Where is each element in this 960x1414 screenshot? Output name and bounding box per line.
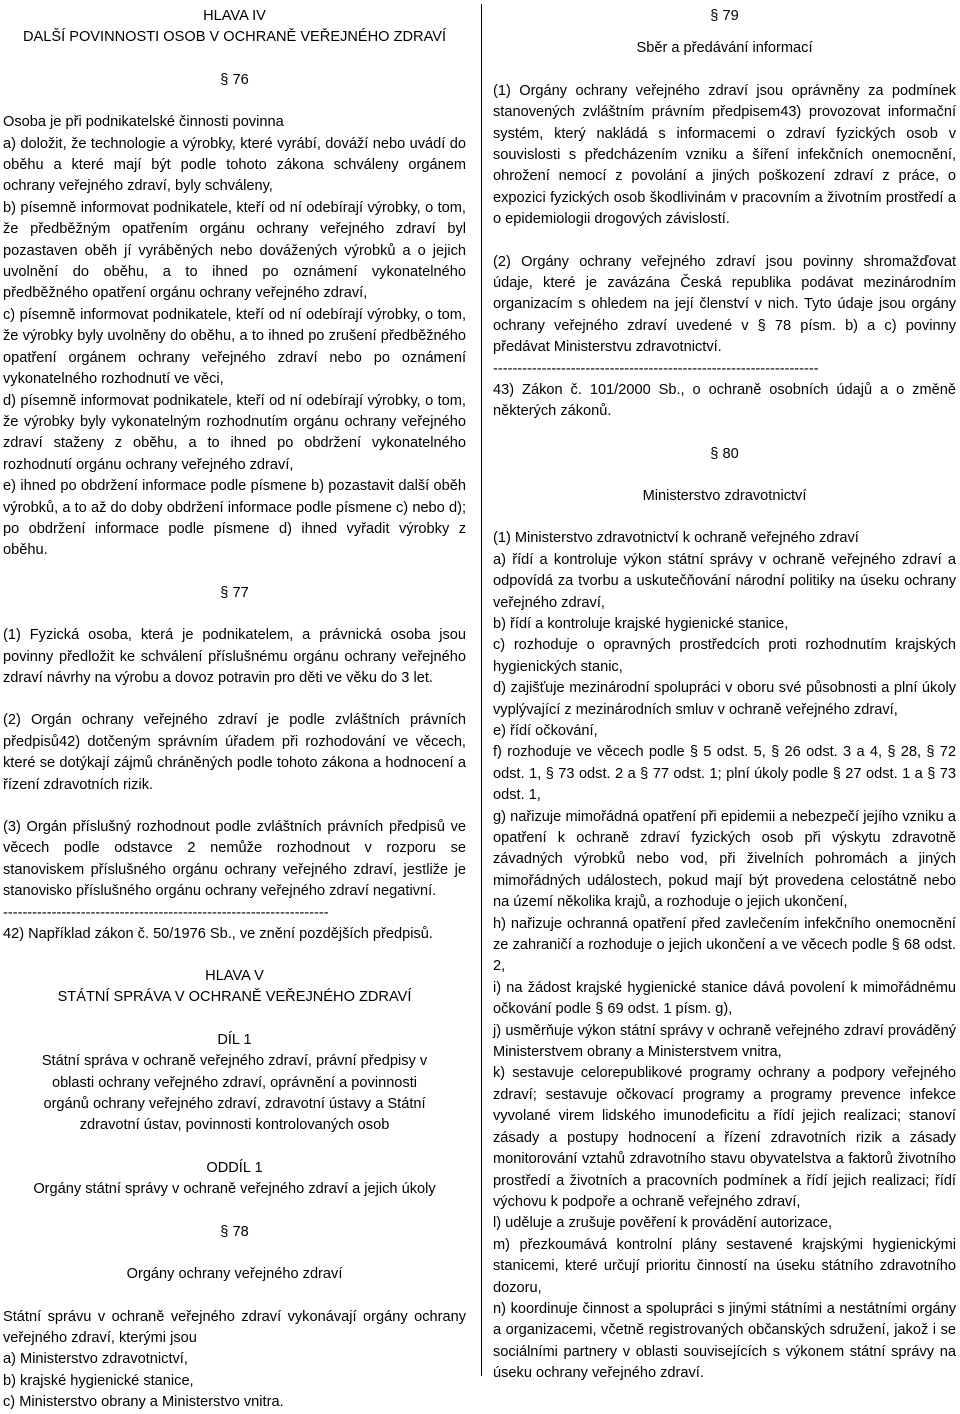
chapter-5-title: HLAVA V [205, 968, 264, 985]
section-80-item-b: b) řídí a kontroluje krajské hygienické stanice, [493, 615, 789, 632]
chapter-4-title: HLAVA IV [203, 8, 266, 24]
section-76-item-d: d) písemně informovat podnikatele, kteří od ní odebírají výrobky, o tom, že výrobky byly vykonatelným rozhodnutím orgánu ochrany veřejného zdraví staženy z oběhu, a to ihned po obdržení vykonatelného rozhodnutí orgánu ochrany veřejného zdraví, [3, 392, 466, 473]
section-80-item-m: m) přezkoumává kontrolní plány sestavené krajskými hygienickými stanicemi, které určují prioritu činností na úseku státního zdravotního dozoru, [493, 1236, 956, 1296]
section-80-heading: § 80 [710, 445, 739, 462]
section-80-item-i: i) na žádost krajské hygienické stanice dává povolení k mimořádnému očkování podle § 69 odst. 1 písm. g), [493, 979, 956, 1018]
section-80-title: Ministerstvo zdravotnictví [642, 487, 807, 504]
left-column [3, 6, 466, 1414]
part-1-subtitle: Státní správa v ochraně veřejného zdraví, právní předpisy v oblasti ochrany veřejného zdraví, oprávnění a povinnosti orgánů ochrany veřejného zdraví, zdravotní ústavy a Státní zdravotní ústav, povinnosti kontrolovaných osob [41, 1053, 428, 1134]
division-1-subtitle: Orgány státní správy v ochraně veřejného zdraví a jejich úkoly [33, 1181, 436, 1198]
section-76-item-b: b) písemně informovat podnikatele, kteří od ní odebírají výrobky, o tom, že předběžným opatřením orgánu ochrany veřejného zdraví byl pozastaven oběh jí vyráběných nebo dovážených výrobků a o jejich uvolnění do oběhu, a to ihned po oznámení vykonatelného předběžného opatření orgánu ochrany veřejného zdraví, [3, 199, 466, 302]
section-80-item-j: j) usměrňuje výkon státní správy v ochraně veřejného zdraví prováděný Ministerstvem obrany a Ministerstvem vnitra, [493, 1022, 956, 1061]
right-column [493, 6, 956, 1385]
chapter-4-subtitle: DALŠÍ POVINNOSTI OSOB V OCHRANĚ VEŘEJNÉHO ZDRAVÍ [22, 29, 447, 46]
section-77-para-1: (1) Fyzická osoba, která je podnikatelem, a právnická osoba jsou povinny předložit ke schválení příslušnému orgánu ochrany veřejného zdraví návrhy na výrobu a dovoz potravin pro děti ve věku do 3 let. [3, 627, 466, 686]
section-76-item-c: c) písemně informovat podnikatele, kteří od ní odebírají výrobky, o tom, že výrobky byly uvolněny do oběhu, a to ihned po zrušení předběžného opatření orgánem ochrany veřejného zdraví nebo po oznámení vykonatelného rozhodnutí ve věci, [3, 306, 466, 388]
section-77-para-2: (2) Orgán ochrany veřejného zdraví je podle zvláštních právních předpisů42) dotčeným správním úřadem při rozhodování ve věcech, které se dotýkají zájmů chráněných podle tohoto zákona a hodnocení a řízení zdravotních rizik. [3, 712, 466, 793]
section-78-heading: § 78 [220, 1223, 249, 1240]
section-80-item-f: f) rozhoduje ve věcech podle § 5 odst. 5, § 26 odst. 3 a 4, § 28, § 72 odst. 1, § 73 odst. 2 a § 77 odst. 1; plní úkoly podle § 27 odst. 1 a § 73 odst. 1, [493, 744, 956, 804]
section-80-item-g: g) nařizuje mimořádná opatření při epidemii a nebezpečí jejího vzniku a opatření k ochraně zdraví fyzických osob při výskytu zdravotně závadných výrobků nebo vod, při živelních pohromách a jiných mimořádných událostech, pokud mají být provedena celostátně nebo na území několika krajů, a rozhoduje o jejich ukončení, [493, 808, 956, 911]
section-80-item-h: h) nařizuje ochranná opatření před zavlečením infekčního onemocnění ze zahraničí a rozhoduje o jejich ukončení a ve věcech podle § 68 odst. 2, [493, 915, 956, 975]
section-80-item-k: k) sestavuje celorepublikové programy ochrany a podpory veřejného zdraví; sestavuje očkovací programy a programy prevence infekce vyvolané virem lidského imunodeficitu a řídí jejich realizaci; stanoví zásady a postupy hodnocení a řízení zdravotních rizik a zásady monitorování vztahů zdravotního stavu obyvatelstva a faktorů životního prostředí a životních a pracovních podmínek a řídí jejich realizaci; řídí výchovu k podpoře a ochraně veřejného zdraví, [493, 1065, 956, 1210]
section-78-item-c: c) Ministerstvo obrany a Ministerstvo vnitra. [3, 1394, 284, 1411]
part-1-title: DÍL 1 [217, 1031, 252, 1048]
chapter-5-subtitle: STÁTNÍ SPRÁVA V OCHRANĚ VEŘEJNÉHO ZDRAVÍ [57, 989, 412, 1006]
footnote-separator: ------------------------------------------------------------------- [3, 904, 329, 921]
footnote-43: 43) Zákon č. 101/2000 Sb., o ochraně osobních údajů a o změně některých zákonů. [493, 381, 956, 420]
section-80-item-n: n) koordinuje činnost a spolupráci s jinými státními a nestátními orgány a organizacemi, včetně registrovaných občanských sdružení, jakož i se sociálními partnery v oblasti souvisejících s výkonem státní správy na úseku ochrany veřejného zdraví. [493, 1300, 956, 1382]
section-76-item-e: e) ihned po obdržení informace podle písmene b) pozastavit další oběh výrobků, a to až do doby obdržení informace podle písmene c) nebo d); po obdržení informace podle písmene d) ihned vyřadit výrobky z oběhu. [3, 478, 466, 559]
column-divider [481, 4, 482, 1376]
section-79-para-1: (1) Orgány ochrany veřejného zdraví jsou oprávněny za podmínek stanovených zvláštním právním předpisem43) provozovat informační systém, který nakládá s informacemi o zdraví fyzických osob v souvislosti s předcházením vzniku a šíření infekčních onemocnění, ohrožení nemocí z povolání a jiných poškození zdraví z práce, o expozici fyzických osob škodlivinám v pracovním a životním prostředí a o epidemiologii drogových závislostí. [493, 82, 956, 228]
footnote-42: 42) Například zákon č. 50/1976 Sb., ve znění pozdějších předpisů. [3, 925, 433, 942]
section-80-para-1: (1) Ministerstvo zdravotnictví k ochraně veřejného zdraví [493, 530, 859, 547]
section-78-title: Orgány ochrany veřejného zdraví [126, 1266, 343, 1283]
section-80-item-a: a) řídí a kontroluje výkon státní správy v ochraně veřejného zdraví a odpovídá za tvorbu a uskutečňování národní politiky na úseku ochrany veřejného zdraví, [493, 551, 956, 611]
section-80-item-c: c) rozhoduje o opravných prostředcích proti rozhodnutím krajských hygienických stanic, [493, 637, 956, 675]
footnote-separator: ------------------------------------------------------------------- [493, 360, 819, 377]
section-78-item-a: a) Ministerstvo zdravotnictví, [3, 1351, 188, 1368]
section-77-heading: § 77 [220, 584, 249, 601]
section-80-item-d: d) zajišťuje mezinárodní spolupráci v oboru své působnosti a plní úkoly vyplývající z mezinárodních smluv v ochraně veřejného zdraví, [493, 680, 956, 718]
section-77-para-3: (3) Orgán příslušný rozhodnout podle zvláštních právních předpisů ve věcech podle odstavce 2 nemůže rozhodnout v rozporu se stanoviskem příslušného orgánu ochrany veřejného zdraví, jestliže je stanovisko příslušného orgánu ochrany veřejného zdraví negativní. [3, 819, 466, 900]
section-79-para-2: (2) Orgány ochrany veřejného zdraví jsou povinny shromažďovat údaje, které je zavázána Česká republika podávat mezinárodním organizacím s ohledem na její členství v nich. Tyto údaje jsou orgány ochrany veřejného zdraví uvedené v § 78 písm. b) a c) povinny předávat Ministerstvu zdravotnictví. [493, 253, 956, 356]
section-80-item-l: l) uděluje a zrušuje pověření k provádění autorizace, [493, 1215, 833, 1232]
section-76-item-a: a) doložit, že technologie a výrobky, které vyrábí, dováží nebo uvádí do oběhu a které mají být podle tohoto zákona schváleny orgánem ochrany veřejného zdraví, byly schváleny, [3, 135, 466, 195]
section-78-item-b: b) krajské hygienické stanice, [3, 1372, 194, 1389]
section-80-item-e: e) řídí očkování, [493, 722, 598, 739]
division-1-title: ODDÍL 1 [206, 1159, 263, 1176]
section-79-title: Sběr a předávání informací [636, 40, 813, 57]
section-76-heading: § 76 [220, 71, 249, 88]
section-76-intro: Osoba je při podnikatelské činnosti povinna [3, 114, 284, 131]
section-79-heading: § 79 [710, 8, 739, 24]
section-78-intro: Státní správu v ochraně veřejného zdraví vykonávají orgány ochrany veřejného zdraví, kterými jsou [3, 1308, 466, 1346]
